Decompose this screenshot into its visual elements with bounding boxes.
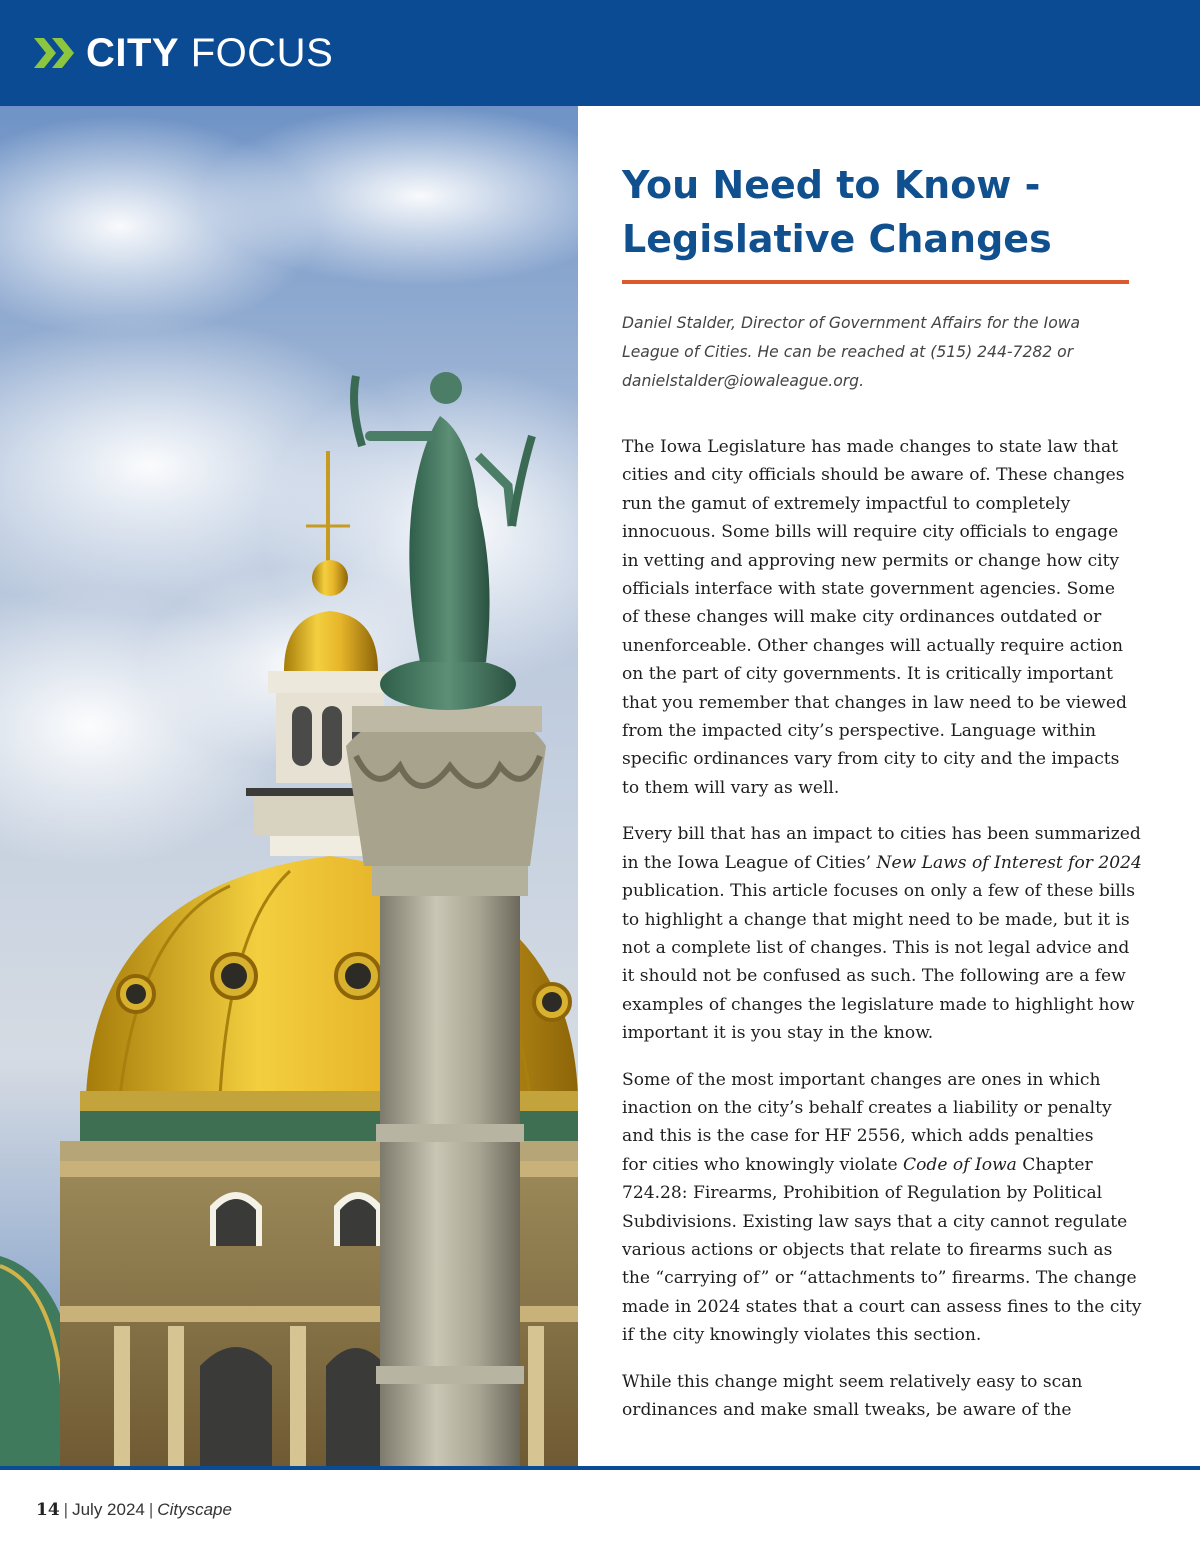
text-line: to them will vary as well. bbox=[622, 777, 840, 798]
text-run: in the Iowa League of Cities’ bbox=[622, 852, 877, 873]
text-line bbox=[622, 849, 1142, 877]
paragraph-1 bbox=[622, 433, 1132, 802]
text-line: on the part of city governments. It is critically important bbox=[622, 664, 1113, 685]
text-run: Chapter bbox=[1016, 1154, 1093, 1175]
text-line: not a complete list of changes. This is not legal advice and bbox=[622, 937, 1130, 958]
text-line: run the gamut of extremely impactful to completely bbox=[622, 493, 1071, 514]
footer-separator: | bbox=[63, 1500, 69, 1519]
text-line: innocuous. Some bills will require city officials to engage bbox=[622, 522, 1119, 543]
byline-line: League of Cities. He can be reached at (515) 244-7282 or bbox=[622, 343, 1074, 361]
text-line: unenforceable. Other changes will actually require action bbox=[622, 635, 1124, 656]
double-chevron-icon bbox=[34, 38, 78, 68]
author-byline bbox=[622, 309, 1134, 396]
byline-line: Daniel Stalder, Director of Government Affairs for the Iowa bbox=[622, 314, 1081, 332]
text-line: publication. This article focuses on only a few of these bills bbox=[622, 881, 1135, 902]
paragraph-4 bbox=[622, 1368, 1132, 1425]
text-line: if the city knowingly violates this section. bbox=[622, 1325, 982, 1346]
title-divider bbox=[622, 280, 1129, 284]
article-title-line-2: Legislative Changes bbox=[622, 217, 1052, 261]
section-title bbox=[86, 31, 333, 76]
text-line: it should not be confused as such. The following are a few bbox=[622, 966, 1126, 987]
text-line: ordinances and make small tweaks, be aware of the bbox=[622, 1400, 1072, 1420]
text-line: that you remember that changes in law need to be viewed bbox=[622, 692, 1127, 713]
text-line: the “carrying of” or “attachments to” firearms. The change bbox=[622, 1268, 1137, 1289]
text-line: to highlight a change that might need to be made, but it is bbox=[622, 909, 1130, 930]
text-line: of these changes will make city ordinances outdated or bbox=[622, 607, 1102, 628]
text-line: and this is the case for HF 2556, which adds penalties bbox=[622, 1126, 1094, 1147]
page-footer bbox=[36, 1500, 232, 1520]
paragraph-2 bbox=[622, 820, 1142, 1047]
text-line: from the impacted city’s perspective. Language within bbox=[622, 721, 1097, 742]
section-title-bold: CITY bbox=[86, 30, 180, 75]
article-body bbox=[622, 433, 1142, 1442]
text-line: The Iowa Legislature has made changes to state law that bbox=[622, 437, 1119, 457]
page-number: 14 bbox=[36, 1500, 60, 1520]
text-line: Some of the most important changes are ones in which bbox=[622, 1069, 1101, 1090]
text-line: 724.28: Firearms, Prohibition of Regulation by Political bbox=[622, 1183, 1103, 1204]
byline-email: danielstalder@iowaleague.org. bbox=[622, 372, 865, 390]
text-line: inaction on the city’s behalf creates a liability or penalty bbox=[622, 1097, 1112, 1118]
article-title bbox=[622, 158, 1132, 266]
text-line: important it is you stay in the know. bbox=[622, 1023, 934, 1044]
text-line: cities and city officials should be aware of. These changes bbox=[622, 465, 1125, 486]
text-line bbox=[622, 1151, 1132, 1179]
paragraph-3 bbox=[622, 1066, 1142, 1350]
section-label bbox=[34, 28, 333, 78]
magazine-name: Cityscape bbox=[157, 1500, 232, 1519]
footer-separator: | bbox=[148, 1500, 154, 1519]
text-line: examples of changes the legislature made to highlight how bbox=[622, 994, 1135, 1015]
publication-title: New Laws of Interest for 2024 bbox=[876, 852, 1142, 873]
capitol-dome-photo bbox=[0, 106, 578, 1468]
section-title-light: FOCUS bbox=[190, 30, 334, 75]
text-line: in vetting and approving new permits or change how city bbox=[622, 550, 1120, 571]
section-header-bar bbox=[0, 0, 1200, 106]
text-line: officials interface with state government agencies. Some bbox=[622, 579, 1115, 600]
text-line: While this change might seem relatively easy to scan bbox=[622, 1371, 1083, 1392]
footer-divider bbox=[0, 1466, 1200, 1470]
text-run: for cities who knowingly violate bbox=[622, 1154, 904, 1175]
text-line: specific ordinances vary from city to city and the impacts bbox=[622, 749, 1120, 770]
article-title-line-1: You Need to Know - bbox=[622, 163, 1041, 207]
code-of-iowa-title: Code of Iowa bbox=[903, 1154, 1017, 1175]
text-line: Every bill that has an impact to cities has been summarized bbox=[622, 824, 1141, 845]
issue-date: July 2024 bbox=[72, 1500, 145, 1519]
text-line: Subdivisions. Existing law says that a city cannot regulate bbox=[622, 1211, 1128, 1232]
text-line: various actions or objects that relate to firearms such as bbox=[622, 1239, 1113, 1260]
text-line: made in 2024 states that a court can assess fines to the city bbox=[622, 1296, 1142, 1317]
